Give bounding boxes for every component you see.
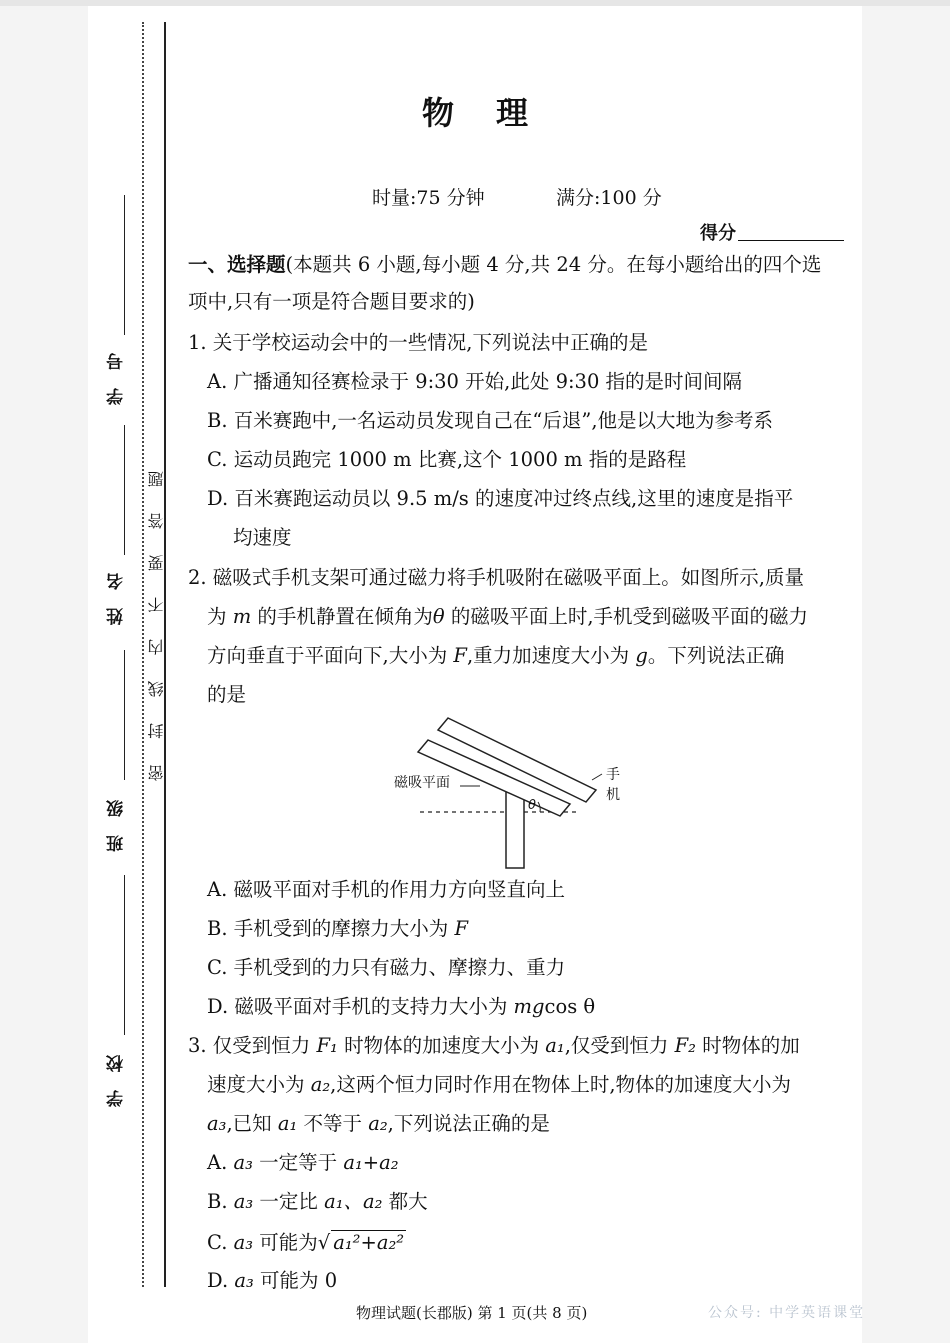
- q2-stem-2: 为 m 的手机静置在倾角为θ 的磁吸平面上时,手机受到磁吸平面的磁力: [207, 605, 809, 628]
- section1-heading: 一、选择题: [188, 253, 286, 276]
- name-underline: [124, 425, 125, 555]
- q2-stem-3: 方向垂直于平面向下,大小为 F,重力加速度大小为 g。下列说法正确: [207, 644, 785, 667]
- class-label: 班级: [107, 782, 127, 852]
- q1-option-a: A. 广播通知径赛检录于 9:30 开始,此处 9:30 指的是时间间隔: [207, 370, 743, 393]
- page-title: 物理: [421, 94, 570, 132]
- phone-holder-figure: [380, 712, 630, 872]
- q2-stem-4: 的是: [207, 683, 247, 706]
- q1-option-d-cont: 均速度: [233, 526, 292, 549]
- q3-option-a: A. a₃ 一定等于 a₁+a₂: [207, 1151, 399, 1174]
- q2-stem-1: 2. 磁吸式手机支架可通过磁力将手机吸附在磁吸平面上。如图所示,质量: [188, 566, 805, 589]
- q1-option-d: D. 百米赛跑运动员以 9.5 m/s 的速度冲过终点线,这里的速度是指平: [207, 487, 794, 510]
- q3-option-b: B. a₃ 一定比 a₁、a₂ 都大: [207, 1190, 428, 1213]
- section1-intro-1: (本题共 6 小题,每小题 4 分,共 24 分。在每小题给出的四个选: [285, 253, 822, 276]
- school-underline: [124, 875, 125, 1035]
- section1-intro-2: 项中,只有一项是符合题目要求的): [188, 290, 475, 313]
- exam-duration: 时量:75 分钟: [372, 187, 485, 209]
- name-label: 姓名: [107, 555, 127, 625]
- q2-option-c: C. 手机受到的力只有磁力、摩擦力、重力: [207, 956, 566, 979]
- phone-label-leader: [592, 774, 602, 780]
- sqrt-sign: √: [317, 1231, 331, 1254]
- page-footer: 物理试题(长郡版) 第 1 页(共 8 页): [356, 1304, 588, 1322]
- score-field[interactable]: [738, 240, 844, 241]
- student-id-underline: [124, 195, 125, 335]
- section1-header: [188, 253, 821, 277]
- student-id-label: 学号: [107, 335, 127, 405]
- binding-dotted-line: [142, 22, 144, 1287]
- q3-stem-3: a₃,已知 a₁ 不等于 a₂,下列说法正确的是: [207, 1112, 550, 1135]
- q1-option-b: B. 百米赛跑中,一名运动员发现自己在“后退”,他是以大地为参考系: [207, 409, 774, 432]
- q3-stem-1: 3. 仅受到恒力 F₁ 时物体的加速度大小为 a₁,仅受到恒力 F₂ 时物体的加: [188, 1034, 800, 1057]
- watermark: 公众号: 中学英语课堂: [708, 1305, 866, 1321]
- score-label: 得分: [700, 223, 736, 244]
- q1-option-c: C. 运动员跑完 1000 m 比赛,这个 1000 m 指的是路程: [207, 448, 687, 471]
- q3-option-d: D. a₃ 可能为 0: [207, 1269, 338, 1292]
- full-score: 满分:100 分: [556, 187, 662, 209]
- seal-notice: 密封线内不要答题: [147, 445, 166, 781]
- q3-stem-2: 速度大小为 a₂,这两个恒力同时作用在物体上时,物体的加速度大小为: [207, 1073, 792, 1096]
- q2-option-a: A. 磁吸平面对手机的作用力方向竖直向上: [207, 878, 565, 901]
- q2-option-b: B. 手机受到的摩擦力大小为 F: [207, 917, 468, 940]
- figure-label-phone: 手机: [606, 767, 620, 803]
- right-margin: [862, 6, 950, 1343]
- sqrt-radicand: a₁²+a₂²: [333, 1231, 405, 1254]
- class-underline: [124, 650, 125, 780]
- phone-holder-diagram: [380, 712, 630, 872]
- stand-post: [506, 788, 524, 868]
- school-label: 学校: [107, 1037, 127, 1107]
- figure-label-plane: 磁吸平面: [394, 775, 450, 791]
- q3-option-c: C. a₃ 可能为√ a₁²+a₂²: [207, 1231, 405, 1254]
- q1-stem: 1. 关于学校运动会中的一些情况,下列说法中正确的是: [188, 331, 649, 354]
- q2-option-d: D. 磁吸平面对手机的支持力大小为 mgcos θ: [207, 995, 596, 1018]
- figure-label-theta: θ: [528, 798, 536, 813]
- left-margin: [0, 6, 88, 1343]
